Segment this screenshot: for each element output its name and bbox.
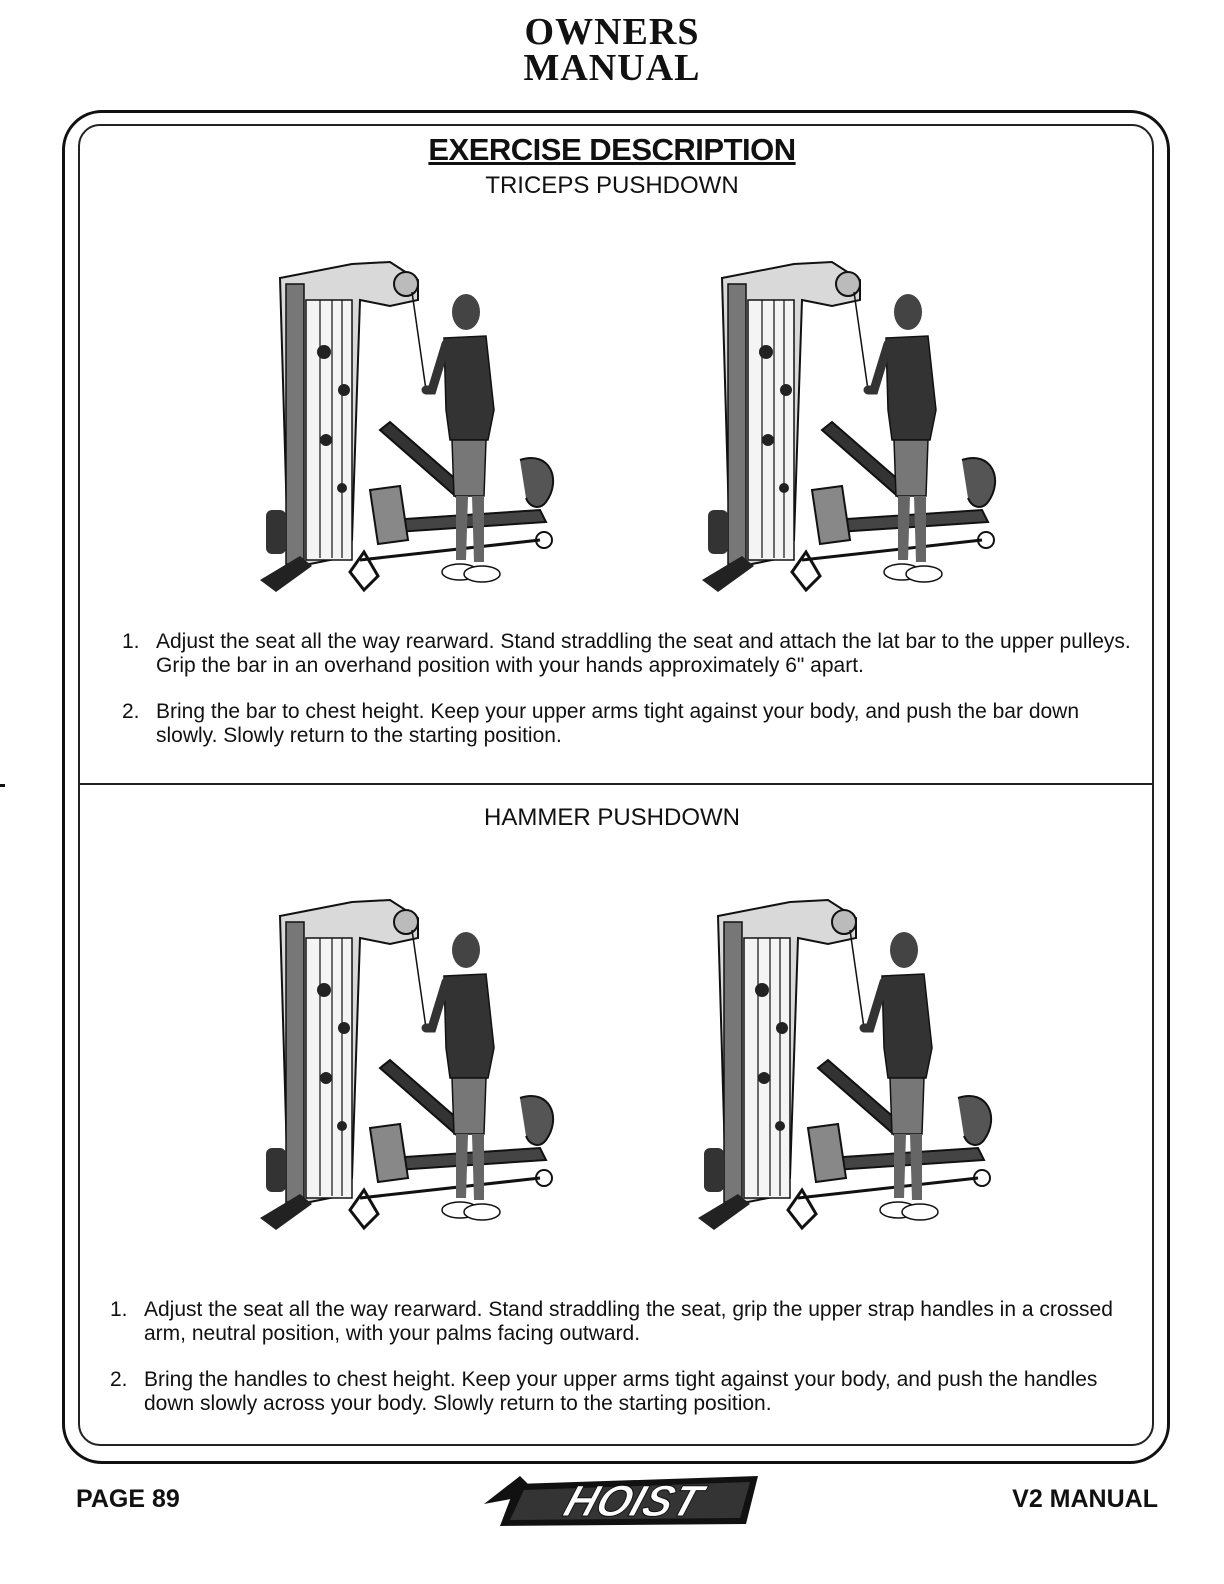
manual-title-line2: MANUAL — [523, 47, 701, 89]
logo-text: HOIST — [558, 1476, 709, 1526]
step-item — [110, 1298, 1140, 1346]
manual-title-line1: OWNERS — [524, 11, 700, 53]
step-text: Adjust the seat all the way rearward. Stand straddling the seat, grip the upper strap handles in a crossed arm, neutral position, with your palms facing outward. — [144, 1298, 1113, 1345]
section-divider — [78, 783, 1154, 785]
exercise-title-triceps-pushdown: TRICEPS PUSHDOWN — [485, 172, 739, 199]
photo-triceps-pushdown-end — [682, 240, 1022, 600]
step-number: 2. — [122, 700, 140, 723]
photo-hammer-pushdown-end — [678, 878, 1018, 1238]
step-number: 1. — [122, 630, 140, 653]
photo-triceps-pushdown-start — [240, 240, 580, 600]
step-text: Bring the bar to chest height. Keep your upper arms tight against your body, and push the bar down slowly. Slowly return to the starting position. — [156, 700, 1080, 747]
step-text: Adjust the seat all the way rearward. Stand straddling the seat and attach the lat bar to the upper pulleys. Grip the bar in an overhand position with your hands approximately 6" apart. — [156, 630, 1131, 677]
scan-edge-mark — [0, 784, 5, 787]
page-number: PAGE 89 — [76, 1485, 180, 1513]
step-item — [110, 1368, 1140, 1416]
steps-hammer-pushdown — [110, 1298, 1140, 1438]
step-item — [122, 700, 1142, 748]
manual-name: V2 MANUAL — [1012, 1485, 1158, 1513]
step-item — [122, 630, 1142, 678]
step-number: 2. — [110, 1368, 128, 1391]
steps-triceps-pushdown — [122, 630, 1142, 770]
hoist-logo — [480, 1468, 764, 1532]
exercise-title-hammer-pushdown: HAMMER PUSHDOWN — [484, 804, 740, 831]
manual-title — [0, 11, 1224, 89]
section-heading: EXERCISE DESCRIPTION — [428, 132, 796, 167]
step-text: Bring the handles to chest height. Keep your upper arms tight against your body, and push the handles down slowly across your body. Slowly return to the starting position. — [144, 1368, 1098, 1415]
step-number: 1. — [110, 1298, 128, 1321]
photo-hammer-pushdown-start — [240, 878, 580, 1238]
